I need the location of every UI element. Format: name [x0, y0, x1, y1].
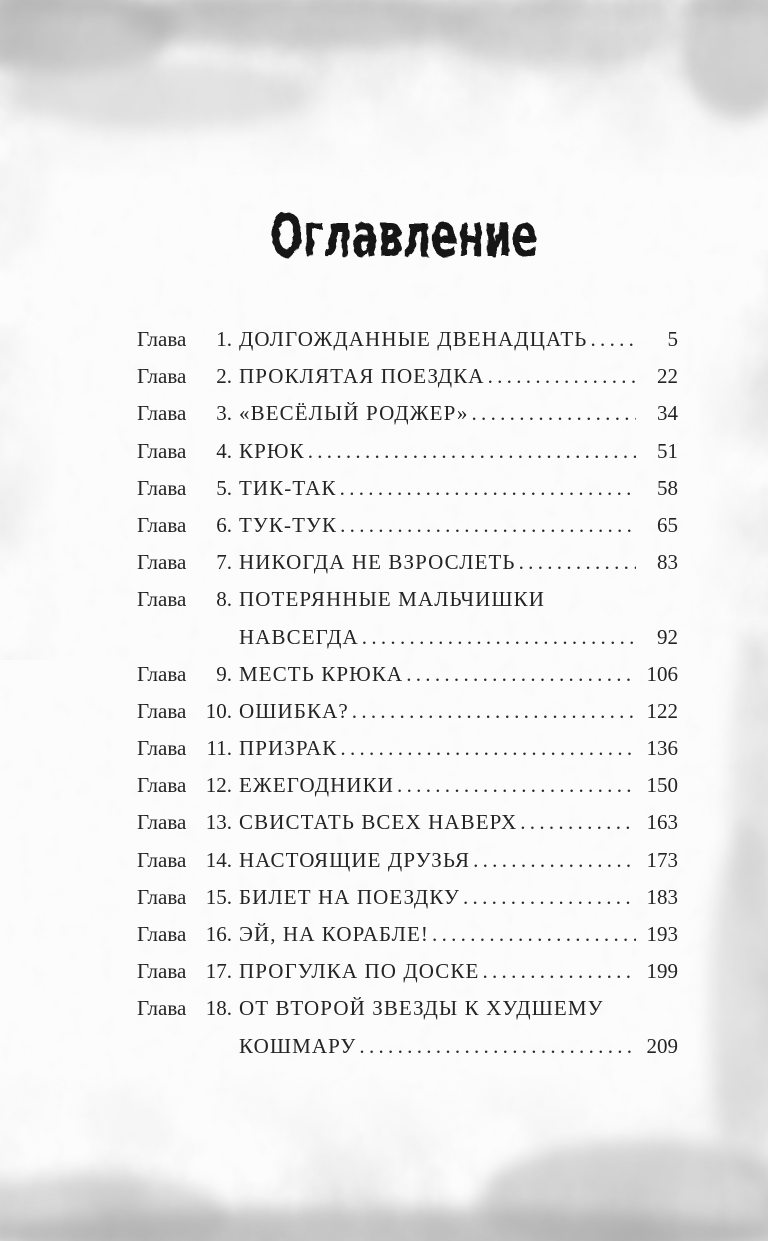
toc-entry-7[interactable]: [137, 544, 678, 581]
chapter-title-continuation: КОШМАРУ: [239, 1033, 357, 1058]
toc-entry-18-line-1[interactable]: [137, 990, 678, 1027]
toc-entry-18-line-2[interactable]: [137, 1028, 678, 1065]
chapter-number: 8.: [216, 587, 232, 612]
chapter-word: Глава: [137, 884, 187, 909]
chapter-title: ДОЛГОЖДАННЫЕ ДВЕНАДЦАТЬ: [239, 327, 588, 351]
chapter-word: Глава: [137, 959, 187, 984]
chapter-title: ПРОГУЛКА ПО ДОСКЕ: [239, 959, 480, 984]
chapter-title: КРЮК: [239, 438, 305, 463]
dot-leader: [473, 842, 636, 879]
chapter-title: ОТ ВТОРОЙ ЗВЕЗДЫ К ХУДШЕМУ: [239, 996, 604, 1021]
chapter-word: Глава: [137, 736, 187, 761]
chapter-number: 18.: [205, 996, 232, 1021]
dot-leader: [519, 544, 636, 581]
page-number: 58: [657, 475, 678, 500]
toc-entry-15[interactable]: [137, 879, 678, 916]
toc-entry-13[interactable]: [137, 804, 678, 841]
chapter-number: 2.: [216, 364, 232, 389]
chapter-title: ПРИЗРАК: [239, 736, 338, 761]
chapter-word: Глава: [137, 327, 187, 351]
chapter-word: Глава: [137, 661, 187, 686]
dot-leader: [362, 619, 636, 656]
dot-leader: [340, 470, 636, 507]
chapter-title: «ВЕСЁЛЫЙ РОДЖЕР»: [239, 401, 469, 426]
table-of-contents: [137, 321, 678, 1065]
chapter-word: Глава: [137, 438, 187, 463]
dot-leader: [432, 916, 636, 953]
page-number: 51: [657, 438, 678, 463]
toc-entry-8-line-1[interactable]: [137, 581, 678, 618]
toc-entry-3[interactable]: [137, 395, 678, 432]
chapter-title: НИКОГДА НЕ ВЗРОСЛЕТЬ: [239, 550, 516, 575]
chapter-number: 15.: [205, 884, 232, 909]
chapter-number: 16.: [205, 922, 232, 946]
page-number: 209: [646, 1033, 678, 1058]
dot-leader: [359, 1028, 636, 1065]
chapter-title: ТИК-ТАК: [239, 475, 337, 500]
dot-leader: [463, 879, 636, 916]
chapter-title: ПРОКЛЯТАЯ ПОЕЗДКА: [239, 364, 485, 389]
chapter-number: 9.: [216, 661, 232, 686]
chapter-title: ЕЖЕГОДНИКИ: [239, 773, 395, 798]
chapter-word: Глава: [137, 810, 187, 835]
page-number: 183: [646, 884, 678, 909]
chapter-number: 6.: [216, 512, 232, 537]
chapter-word: Глава: [137, 922, 187, 946]
page-number: 173: [646, 847, 678, 872]
chapter-word: Глава: [137, 475, 187, 500]
page-number: 5: [667, 327, 678, 351]
dot-leader: [520, 804, 636, 841]
chapter-title: СВИСТАТЬ ВСЕХ НАВЕРХ: [239, 810, 518, 835]
chapter-number: 13.: [205, 810, 232, 835]
chapter-number: 10.: [205, 698, 232, 723]
chapter-title: НАСТОЯЩИЕ ДРУЗЬЯ: [239, 847, 471, 872]
chapter-word: Глава: [137, 847, 187, 872]
chapter-title: БИЛЕТ НА ПОЕЗДКУ: [239, 884, 460, 909]
chapter-title-continuation: НАВСЕГДА: [239, 624, 359, 649]
dot-leader: [340, 507, 636, 544]
chapter-word: Глава: [137, 401, 187, 426]
page-number: 150: [646, 773, 678, 798]
dot-leader: [340, 730, 636, 767]
chapter-title: ТУК-ТУК: [239, 512, 338, 537]
page-number: 136: [646, 736, 678, 761]
chapter-word: Глава: [137, 698, 187, 723]
dot-leader: [397, 767, 636, 804]
toc-entry-1[interactable]: [137, 321, 678, 358]
chapter-number: 12.: [205, 773, 232, 798]
page-number: 34: [657, 401, 678, 426]
page-title: Оглавление: [270, 201, 538, 271]
chapter-word: Глава: [137, 996, 187, 1021]
toc-entry-5[interactable]: [137, 470, 678, 507]
page-number: 22: [657, 364, 678, 389]
chapter-title: ПОТЕРЯННЫЕ МАЛЬЧИШКИ: [239, 587, 546, 612]
chapter-number: 1.: [216, 327, 232, 351]
page-number: 193: [646, 922, 678, 946]
dot-leader: [488, 358, 636, 395]
page-number: 199: [646, 959, 678, 984]
chapter-number: 11.: [206, 736, 232, 761]
page-number: 83: [657, 550, 678, 575]
toc-entry-17[interactable]: [137, 953, 678, 990]
page-number: 163: [646, 810, 678, 835]
dot-leader: [308, 433, 636, 470]
toc-entry-14[interactable]: [137, 842, 678, 879]
toc-entry-8-line-2[interactable]: [137, 619, 678, 656]
toc-entry-2[interactable]: [137, 358, 678, 395]
toc-entry-12[interactable]: [137, 767, 678, 804]
chapter-number: 4.: [216, 438, 232, 463]
page-number: 92: [657, 624, 678, 649]
chapter-number: 3.: [216, 401, 232, 426]
dot-leader: [352, 693, 636, 730]
chapter-word: Глава: [137, 512, 187, 537]
chapter-number: 17.: [205, 959, 232, 984]
chapter-number: 14.: [205, 847, 232, 872]
toc-entry-6[interactable]: [137, 507, 678, 544]
toc-entry-16[interactable]: [137, 916, 678, 953]
chapter-number: 7.: [216, 550, 232, 575]
page-number: 65: [657, 512, 678, 537]
toc-entry-4[interactable]: [137, 433, 678, 470]
toc-entry-11[interactable]: [137, 730, 678, 767]
dot-leader: [590, 321, 636, 358]
page-number: 106: [646, 661, 678, 686]
chapter-title: ЭЙ, НА КОРАБЛЕ!: [239, 922, 430, 946]
dot-leader: [406, 656, 636, 693]
page-number: 122: [646, 698, 678, 723]
title-area: [0, 192, 768, 302]
chapter-title: ОШИБКА?: [239, 698, 349, 723]
chapter-word: Глава: [137, 364, 187, 389]
chapter-word: Глава: [137, 587, 187, 612]
toc-entry-9[interactable]: [137, 656, 678, 693]
chapter-title: МЕСТЬ КРЮКА: [239, 661, 404, 686]
chapter-word: Глава: [137, 550, 187, 575]
toc-entry-10[interactable]: [137, 693, 678, 730]
chapter-word: Глава: [137, 773, 187, 798]
chapter-number: 5.: [216, 475, 232, 500]
dot-leader: [482, 953, 636, 990]
dot-leader: [471, 395, 636, 432]
